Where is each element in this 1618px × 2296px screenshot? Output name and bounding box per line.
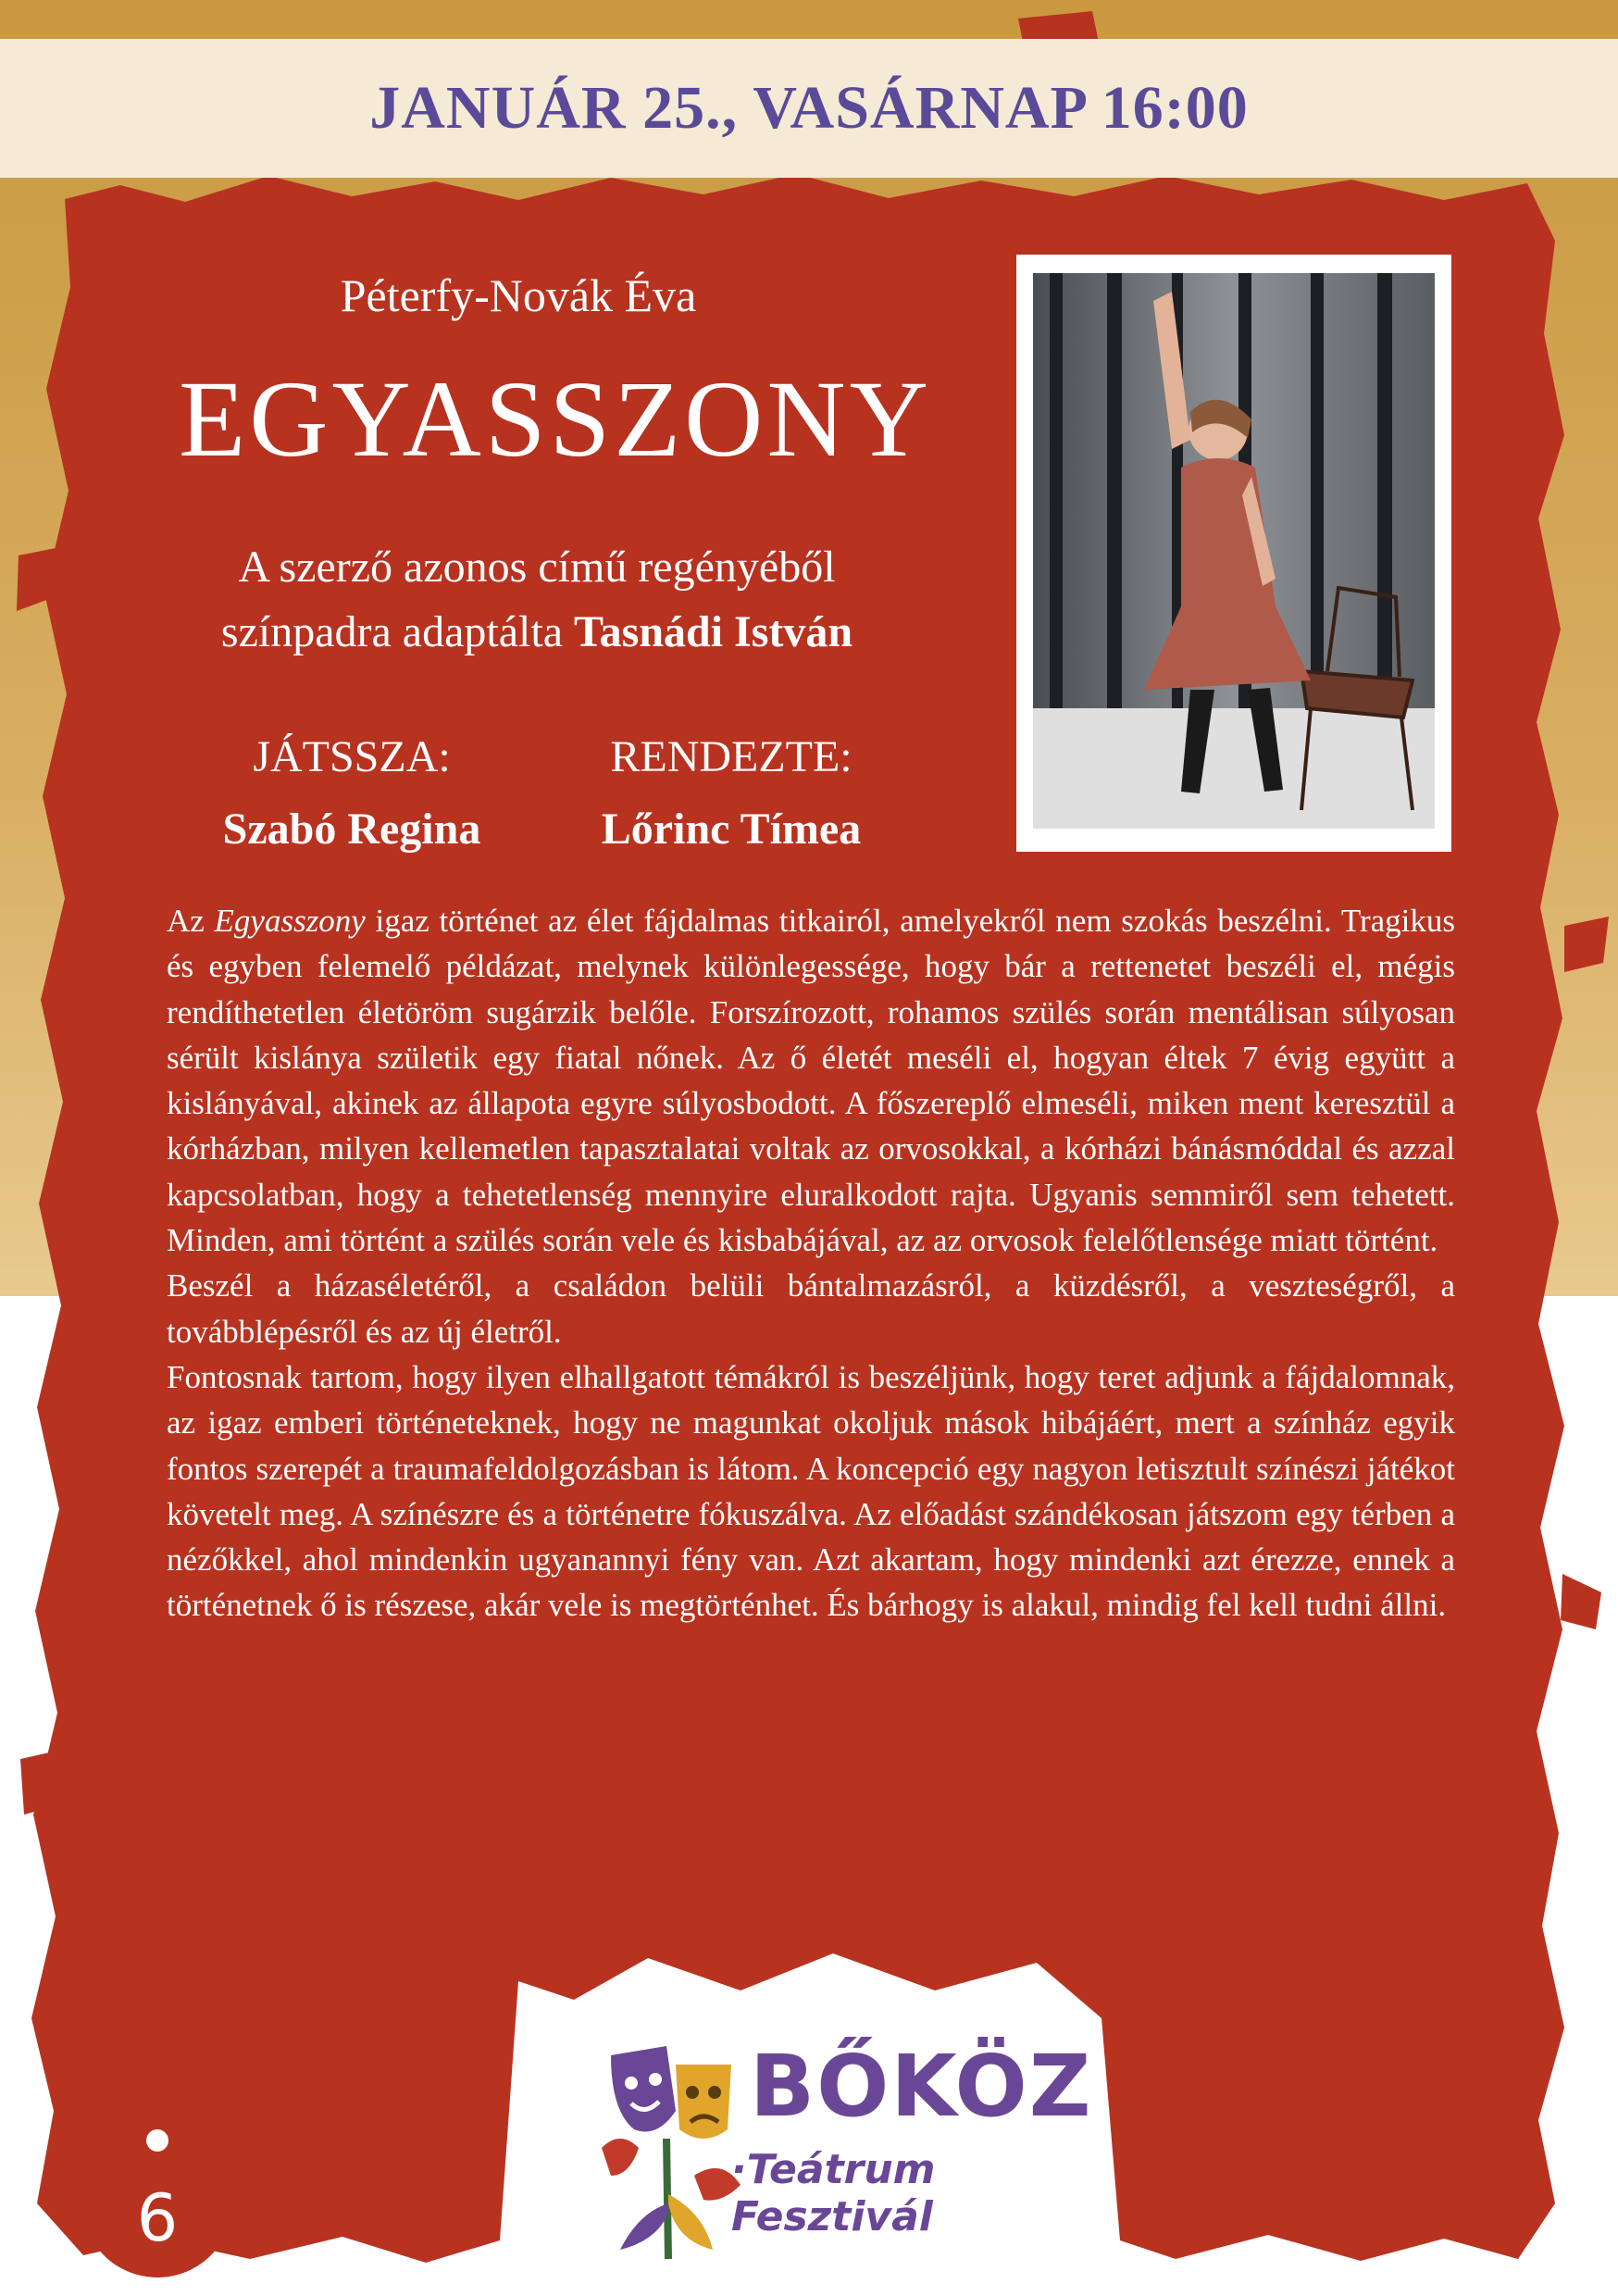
director-label: RENDEZTE: [610, 732, 853, 781]
logo-subtitle: ·Teátrum Fesztivál [731, 2146, 936, 2240]
adapter-name: Tasnádi István [574, 607, 853, 656]
adaptation-credit [139, 535, 935, 665]
page-number: 6 [136, 2180, 179, 2256]
description-p1-rest: igaz történet az élet fájdalmas titkairól, amelyekről nem szokás beszélni. Tragikus és egyben felemelő példázat, melynek különlegessége, hogy bár a rettenetet beszéli el, mégis rendíthetetlen életöröm sugárzik belőle. Forszírozott, rohamos szülés során mentálisan súlyosan sérült kislánya születik egy fiatal nőnek. Az ő életét meséli el, hogyan éltek 7 évig együtt a kislányával, akinek az állapota egyre súlyosbodott. A főszereplő elmeséli, miken ment keresztül a kórházban, milyen kellemetlen tapasztalatai voltak az orvosokkal, a kórházi bánásmóddal és azzal kapcsolatban, hogy a tehetetlenség mennyire eluralkodott rajta. Ugyanis semmiről sem tehetett. Minden, ami történt a szülés során vele és kisbabájával, az az orvosok felelőtlensége miatt történt. [167, 903, 1456, 1259]
author-name: Péterfy-Novák Éva [340, 269, 697, 321]
actress-photo [1033, 273, 1435, 829]
director-name: Lőrinc Tímea [601, 805, 862, 854]
photo-frame [1016, 255, 1451, 852]
description-p1-italic-title: Egyasszony [214, 903, 366, 939]
adaptation-line-2 [139, 600, 935, 665]
cast-label: JÁTSSZA: [253, 732, 451, 781]
description-paragraph-2: Beszél a házaséletéről, a családon belüli bántalmazásról, a küzdésről, a veszteségről, a továbblépésről és az új életről. [167, 1267, 1455, 1350]
description-p1-prefix: Az [167, 903, 215, 939]
play-title: EGYASSZONY [179, 358, 932, 480]
event-date: JANUÁR 25., VASÁRNAP 16:00 [369, 74, 1249, 142]
description-paragraph-3: Fontosnak tartom, hogy ilyen elhallgatott témákról is beszéljünk, hogy teret adjunk a fájdalomnak, az igaz emberi történeteknek, hogy ne magunkat okoljuk mások hibájáért, mert a színház egyik fontos szerepét a traumafeldolgozásban is látom. A koncepció egy nagyon letisztult színészi játékot követelt meg. A színészre és a történetre fókuszálva. Az előadást szándékosan játszom egy térben a nézőkkel, ahol mindenkin ugyanannyi fény van. Azt akartam, hogy mindenki azt érezze, ennek a történetnek ő is részese, akár vele is megtörténhet. És bárhogy is alakul, mindig fel kell tudni állni. [167, 1358, 1455, 1624]
date-banner [0, 39, 1618, 178]
logo-title: BŐKÖZ [750, 2037, 1093, 2136]
play-description [167, 898, 1455, 1628]
description-paragraph-1 [167, 898, 1455, 1263]
page-number-badge [65, 2102, 250, 2287]
cast-name: Szabó Regina [222, 805, 481, 854]
adaptation-line-1: A szerző azonos című regényéből [238, 543, 836, 592]
festival-logo [583, 2037, 1101, 2268]
adaptation-prefix: színpadra adaptálta [220, 607, 575, 656]
